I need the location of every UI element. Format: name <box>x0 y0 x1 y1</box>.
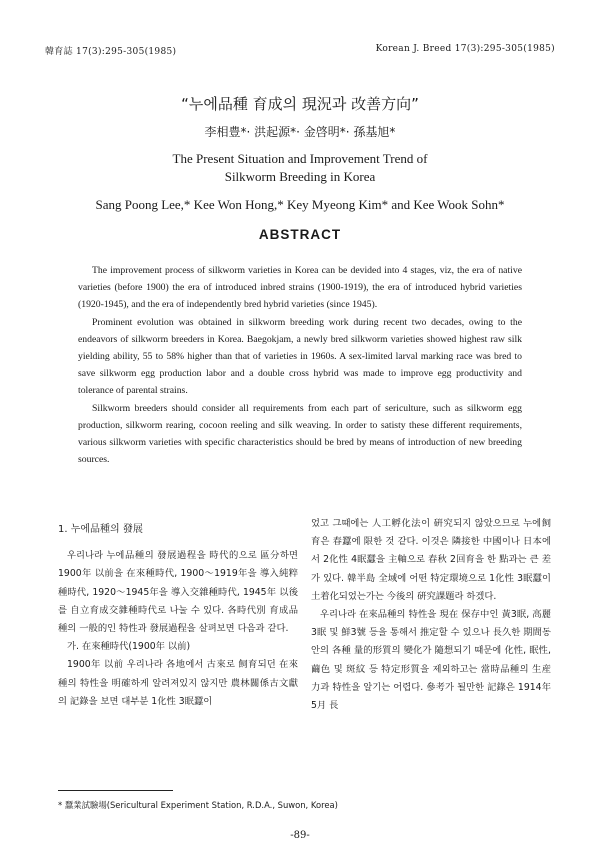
abstract-paragraph-2: Prominent evolution was obtained in silkworm breeding work during recent two decades, owing to the endeavors of silkworm breeders in Korea. Baegokjam, a newly bred silkworm varieties showed highest raw silk yielding ability, 55 to 58% higher than that of varieties in 1960s. A sex-limited larval marking race was bred to save silkworm egg production labor and a double cross hybrid was made to improve egg productivity and tolerance of parental strains. <box>78 316 522 397</box>
left-paragraph-1: 우리나라 누에品種의 發展過程을 時代的으로 區分하면 1900年 以前을 在來種時代, 1900～1919年을 導入純粹種時代, 1920～1945年을 導入交雜種時代, 1945年 以後를 自立育成交雜種時代로 나눌 수 있다. 各時代別 育成品種의 一般的인 特性과 發展過程을 살펴보면 다음과 같다. <box>58 550 298 635</box>
authors-english: Sang Poong Lee,* Kee Won Hong,* Key Myeong Kim* and Kee Wook Sohn* <box>95 197 505 212</box>
journal-header-english: Korean J. Breed 17(3):295-305(1985) <box>375 44 555 54</box>
abstract-heading: ABSTRACT <box>258 227 342 242</box>
abstract-paragraph-1: The improvement process of silkworm varieties in Korea can be devided into 4 stages, viz, the era of native varieties (before 1900) the era of introduced inbred strains (1900-1919), the era of introduced hybrid varieties (1920-1945), and the era of independently bred hybrid varieties (since 1945). <box>78 265 522 311</box>
right-paragraph-1: 었고 그때에는 人工孵化法이 硏究되지 않았으므로 누에飼育은 春蠶에 限한 것 같다. 이것은 隣接한 中國이나 日本에서 2化性 4眠蠶을 主軸으로 春秋 2回育을 한 點과는 큰 差가 있다. 韓半島 全域에 어떤 特定環境으로 1化性 3眠蠶이 土着化되었는가는 今後의 硏究課題라 하겠다. <box>311 518 551 602</box>
right-paragraph-2: 우리나라 在來品種의 特性을 現在 保存中인 黃3眠, 高麗3眠 및 鮮3號 등을 통해서 推定할 수 있으나 長久한 期間동안의 各種 量的形質의 變化가 隨想되기 때문에 化性, 眠性, 繭色 및 斑紋 등 特定形質을 제외하고는 當時品種의 生産力과 特性을 알기는 어렵다. 參考가 될만한 記錄은 1914年 5月 長 <box>311 609 551 712</box>
right-column <box>311 515 551 715</box>
journal-header-korean: 韓育誌 17(3):295-305(1985) <box>45 47 177 57</box>
sub-heading: 가. 在來種時代(1900年 以前) <box>67 641 191 653</box>
left-paragraph-2: 1900年 以前 우리나라 各地에서 古來로 飼育되던 在來種의 特性을 明確하게 알려져있지 않지만 農林關係古文獻의 記錄을 보면 대부분 1化性 3眠蠶이 <box>58 659 298 707</box>
section-heading: 1. 누에品種의 發展 <box>58 524 143 535</box>
page-number: -89- <box>290 830 310 841</box>
footnote-rule <box>58 790 173 791</box>
title-korean: “누에品種 育成의 現況과 改善方向” <box>181 95 419 113</box>
title-english <box>0 150 600 186</box>
authors-korean: 李相豊*· 洪起源*· 金啓明*· 孫基旭* <box>204 125 396 139</box>
footnote: * 蠶業試驗場(Sericultural Experiment Station, R.D.A., Suwon, Korea) <box>58 800 338 810</box>
title-english-line2: Silkworm Breeding in Korea <box>224 169 376 184</box>
title-english-line1: The Present Situation and Improvement Trend of <box>172 151 428 166</box>
left-column <box>58 515 298 711</box>
abstract-body <box>78 262 522 468</box>
abstract-paragraph-3: Silkworm breeders should consider all requirements from each part of sericulture, such as silkworm egg production, silkworm rearing, cocoon reeling and silk weaving. In order to satisty these different requirements, various silkworm varieties with specific characteristics should be bred by means of introduction of new breeding sources. <box>78 402 522 466</box>
